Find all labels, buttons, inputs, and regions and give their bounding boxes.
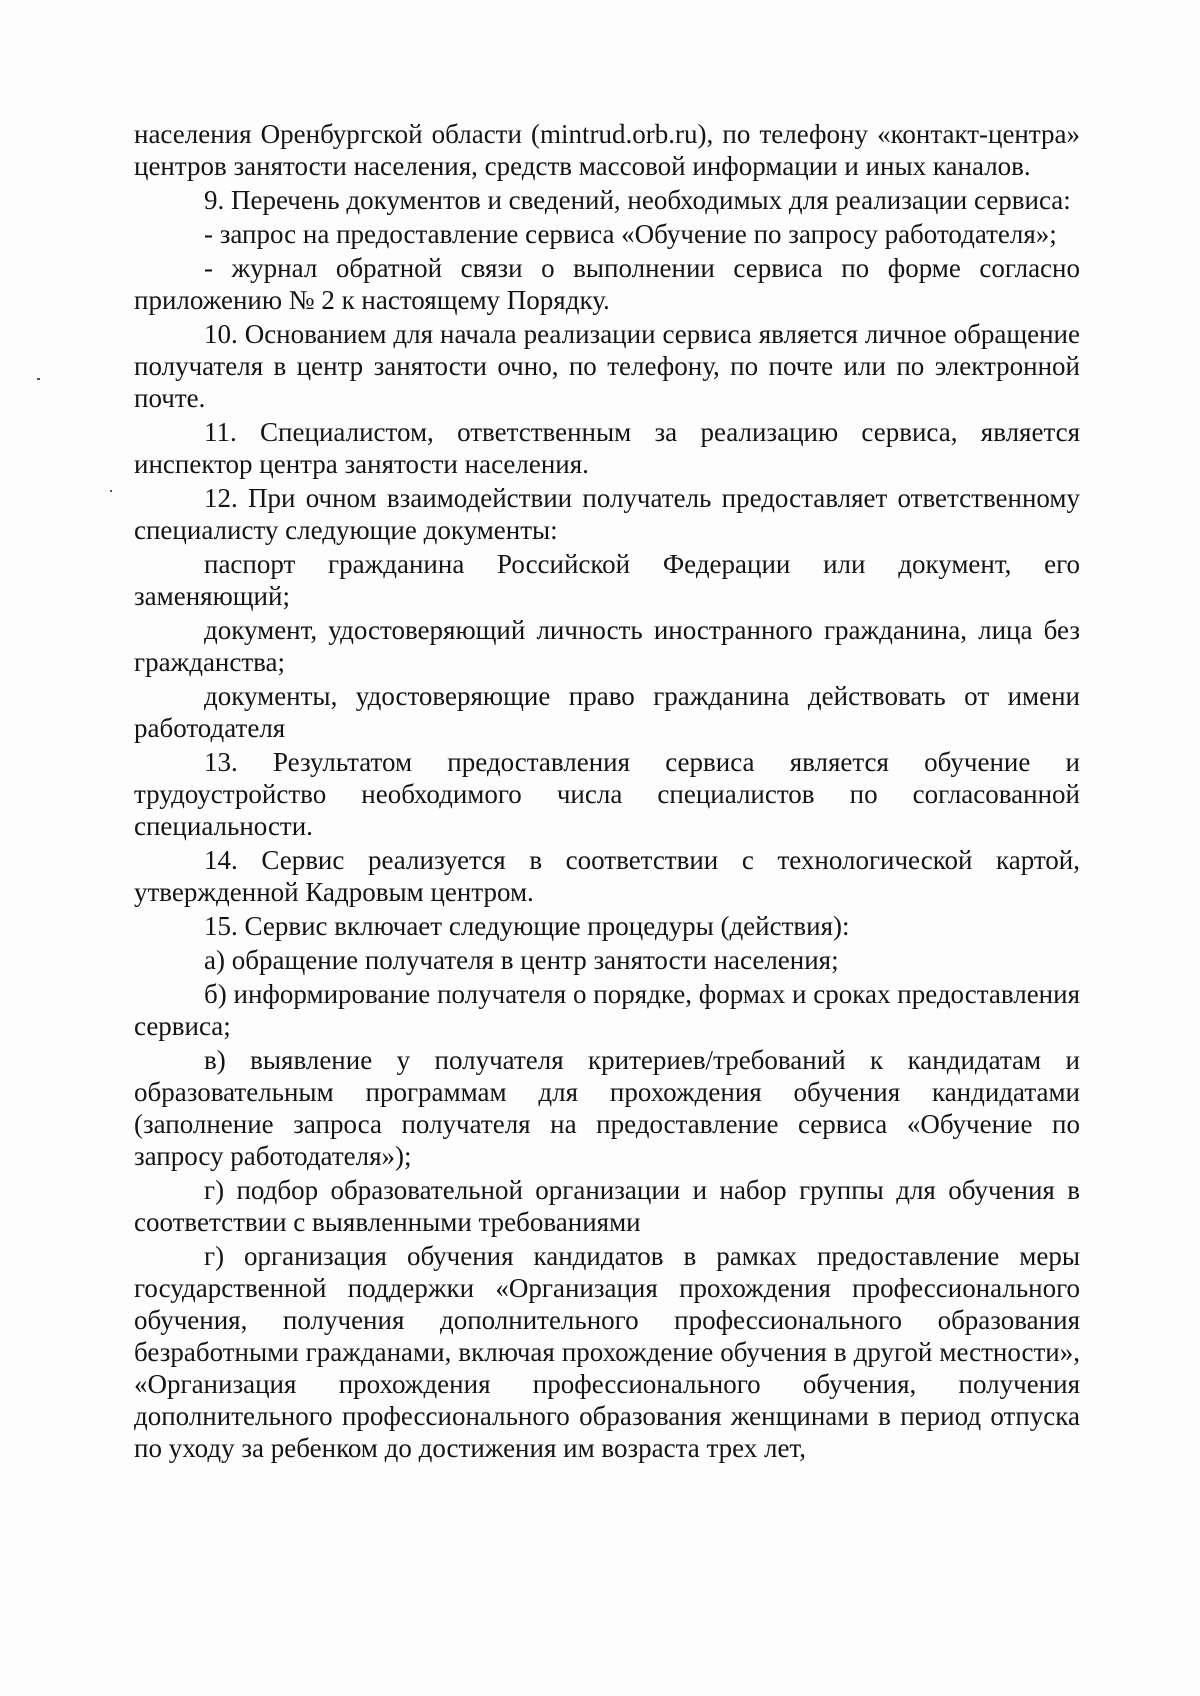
paragraph-continuation: населения Оренбургской области (mintrud.orb.ru), по телефону «контакт-центра» центров занятости населения, средств массовой информации и иных каналов. <box>134 119 1080 181</box>
paragraph-item-11: 11. Специалистом, ответственным за реализацию сервиса, является инспектор центра занятости населения. <box>134 417 1080 479</box>
list-item-authority-docs: документы, удостоверяющие право гражданина действовать от имени работодателя <box>134 681 1080 743</box>
scan-speck <box>110 490 112 492</box>
scan-speck <box>37 378 40 380</box>
procedure-g-selection: г) подбор образовательной организации и набор группы для обучения в соответствии с выявленными требованиями <box>134 1175 1080 1237</box>
procedure-a: а) обращение получателя в центр занятости населения; <box>204 945 839 975</box>
paragraph-item-15: 15. Сервис включает следующие процедуры (действия): <box>204 911 850 941</box>
procedure-b: б) информирование получателя о порядке, формах и сроках предоставления сервиса; <box>134 979 1080 1041</box>
paragraph-item-14: 14. Сервис реализуется в соответствии с технологической картой, утвержденной Кадровым центром. <box>134 845 1080 907</box>
procedure-g-organization: г) организация обучения кандидатов в рамках предоставление меры государственной поддержки «Организация прохождения профессионального обучения, получения дополнительного профессионального образования безработными гражданами, включая прохождение обучения в другой местности», «Организация прохождения профессионального обучения, получения дополнительного профессионального образования женщинами в период отпуска по уходу за ребенком до достижения им возраста трех лет, <box>134 1241 1080 1463</box>
paragraph-item-13: 13. Результатом предоставления сервиса является обучение и трудоустройство необходимого числа специалистов по согласованной специальности. <box>134 747 1080 841</box>
paragraph-item-10: 10. Основанием для начала реализации сервиса является личное обращение получателя в центр занятости очно, по телефону, по почте или по электронной почте. <box>134 319 1080 413</box>
list-item-feedback-journal: - журнал обратной связи о выполнении сервиса по форме согласно приложению № 2 к настоящему Порядку. <box>134 253 1080 315</box>
list-item-passport: паспорт гражданина Российской Федерации или документ, его заменяющий; <box>134 549 1080 611</box>
procedure-v: в) выявление у получателя критериев/требований к кандидатам и образовательным программам для прохождения обучения кандидатами (заполнение запроса получателя на предоставление сервиса «Обучение по запросу работодателя»); <box>134 1045 1080 1171</box>
list-item-foreign-id: документ, удостоверяющий личность иностранного гражданина, лица без гражданства; <box>134 615 1080 677</box>
paragraph-item-9: 9. Перечень документов и сведений, необходимых для реализации сервиса: <box>204 185 1071 215</box>
document-body <box>134 118 1080 1466</box>
list-item-request: - запрос на предоставление сервиса «Обучение по запросу работодателя»; <box>204 219 1057 249</box>
paragraph-item-12: 12. При очном взаимодействии получатель предоставляет ответственному специалисту следующие документы: <box>134 483 1080 545</box>
